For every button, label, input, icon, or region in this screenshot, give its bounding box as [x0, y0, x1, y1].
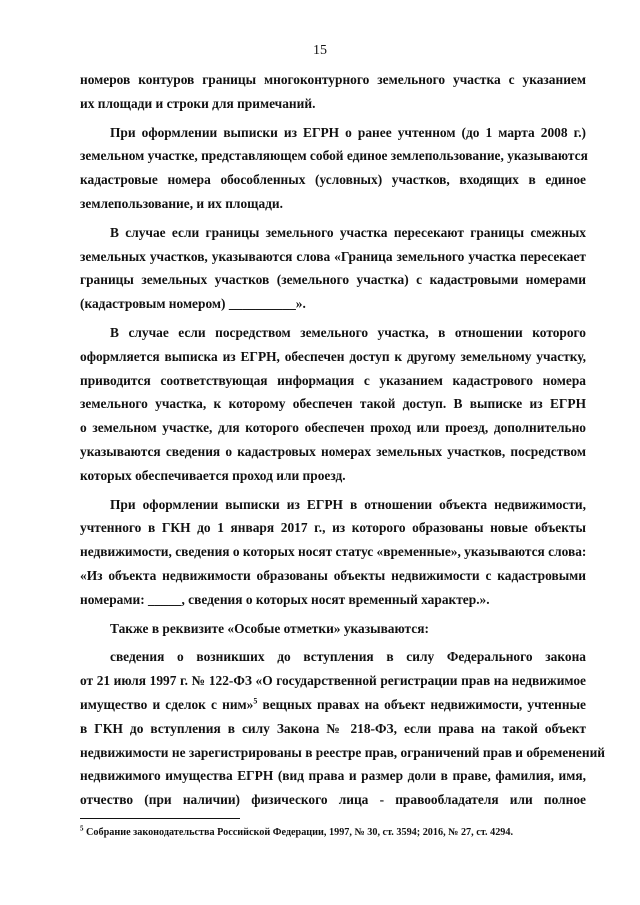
text-line: земельном участке, представляющем собой единое землепользование, указываются: [80, 148, 588, 164]
page-number: 15: [313, 43, 327, 58]
text-line-with-footnote: [80, 693, 586, 717]
paragraph-7: [80, 645, 605, 812]
text-line: недвижимого имущества ЕГРН (вид права и размер доли в праве, фамилия, имя,: [80, 768, 586, 784]
text-line: При оформлении выписки из ЕГРН о ранее учтенном (до 1 марта 2008 г.): [110, 124, 586, 140]
paragraph-4: [80, 321, 586, 488]
text-line: о земельном участке, для которого обеспечен проход или проезд, дополнительно: [80, 420, 586, 436]
footnote-separator: [80, 818, 240, 819]
footnote-reference[interactable]: 5: [253, 696, 258, 706]
paragraph-5: [80, 493, 586, 612]
paragraph-2: [80, 121, 586, 216]
text-line: недвижимости, сведения о которых носят статус «временные», указываются слова:: [80, 544, 587, 560]
text-line: Также в реквизите «Особые отметки» указываются:: [110, 620, 429, 636]
paragraph-6: [80, 617, 586, 641]
footnote: [80, 824, 586, 838]
text-line: которых обеспечивается проход или проезд.: [80, 467, 346, 483]
footnote-mark: 5: [80, 824, 84, 833]
text-line: сведения о возникших до вступления в силу Федерального закона: [110, 649, 586, 665]
text-line: В случае если границы земельного участка пересекают границы смежных: [110, 224, 586, 240]
text-line: земельных участков, указываются слова «Граница земельного участка пересекает: [80, 248, 586, 264]
text-line: номеров контуров границы многоконтурного земельного участка с указанием: [80, 72, 586, 87]
text-line: от 21 июля 1997 г. № 122-ФЗ «О государственной регистрации прав на недвижимое: [80, 673, 586, 689]
text-line: земельного участка, к которому обеспечен такой доступ. В выписке из ЕГРН: [80, 396, 586, 412]
text-segment: вещных правах на объект недвижимости, учтенные: [262, 696, 586, 712]
text-line: указываются сведения о кадастровых номерах земельных участков, посредством: [80, 443, 586, 459]
footnote-text: Собрание законодательства Российской Федерации, 1997, № 30, ст. 3594; 2016, № 27, ст. 4294.: [86, 827, 514, 838]
text-line: «Из объекта недвижимости образованы объекты недвижимости с кадастровыми: [80, 567, 586, 583]
text-line: в ГКН до вступления в силу Закона № 218-ФЗ, если права на такой объект: [80, 720, 586, 736]
text-line: землепользование, и их площади.: [80, 195, 283, 211]
text-line: В случае если посредством земельного участка, в отношении которого: [110, 324, 586, 340]
text-segment: имущество и сделок с ним»: [80, 696, 254, 712]
text-line: их площади и строки для примечаний.: [80, 95, 316, 111]
text-line: учтенного в ГКН до 1 января 2017 г., из которого образованы новые объекты: [80, 520, 586, 536]
text-line: При оформлении выписки из ЕГРН в отношении объекта недвижимости,: [110, 496, 586, 512]
document-body: [80, 68, 605, 817]
text-line: кадастровые номера обособленных (условных) участков, входящих в единое: [80, 172, 586, 188]
text-line: (кадастровым номером) __________».: [80, 296, 306, 312]
text-line: оформляется выписка из ЕГРН, обеспечен доступ к другому земельному участку,: [80, 348, 586, 364]
text-line: приводится соответствующая информация с указанием кадастрового номера: [80, 372, 586, 388]
text-line: номерами: _____, сведения о которых носят временный характер.».: [80, 591, 490, 607]
paragraph-3: [80, 221, 586, 316]
text-line: отчество (при наличии) физического лица - правообладателя или полное: [80, 792, 586, 808]
text-line: границы земельных участков (земельного участка) с кадастровыми номерами: [80, 272, 586, 288]
text-line: недвижимости не зарегистрированы в реестре прав, ограничений прав и обременений: [80, 744, 605, 760]
paragraph-1: [80, 68, 586, 116]
